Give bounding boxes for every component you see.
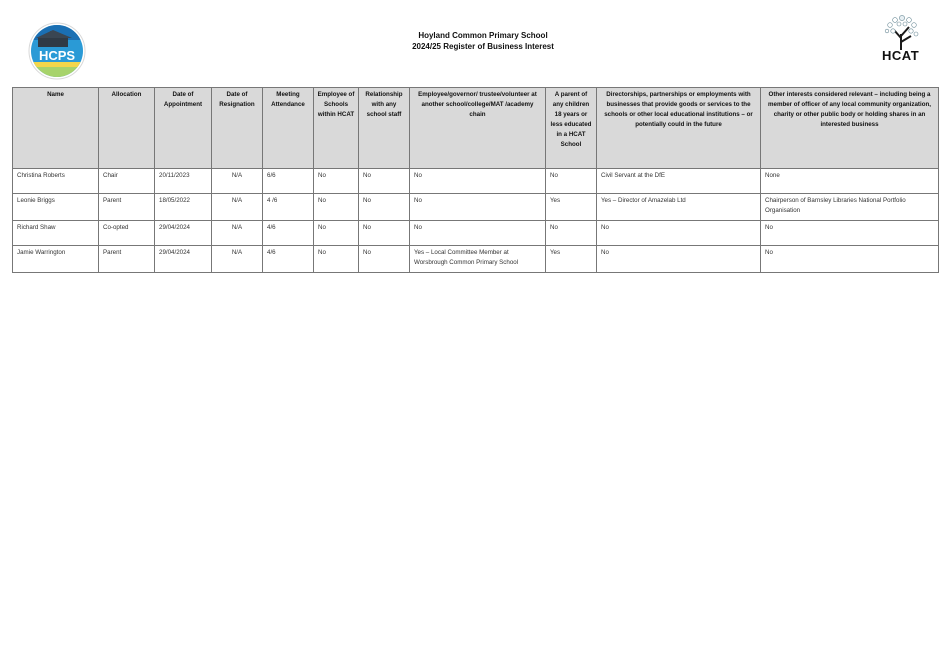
column-header-employee-of-schools: Employee of Schools within HCAT <box>314 88 359 169</box>
cell-other-school-roles: No <box>410 169 546 194</box>
column-header-relationship-with-staff: Relationship with any school staff <box>359 88 410 169</box>
cell-date-of-resignation: N/A <box>212 221 263 246</box>
cell-allocation: Parent <box>99 194 155 221</box>
cell-relationship-with-staff: No <box>359 246 410 273</box>
business-interest-table <box>12 87 939 273</box>
cell-date-of-resignation: N/A <box>212 169 263 194</box>
cell-directorships: No <box>597 246 761 273</box>
cell-name: Leonie Briggs <box>13 194 99 221</box>
table-row <box>13 169 939 194</box>
column-header-name: Name <box>13 88 99 169</box>
cell-relationship-with-staff: No <box>359 169 410 194</box>
cell-parent-of-children: No <box>546 169 597 194</box>
column-header-other-school-roles: Employee/governor/ trustee/volunteer at another school/college/MAT /academy chain <box>410 88 546 169</box>
cell-other-interests: None <box>761 169 939 194</box>
hcps-logo-graphic <box>28 22 86 80</box>
cell-parent-of-children: Yes <box>546 246 597 273</box>
cell-allocation: Chair <box>99 169 155 194</box>
register-title: 2024/25 Register of Business Interest <box>412 42 554 51</box>
school-name: Hoyland Common Primary School <box>418 31 548 40</box>
cell-name: Christina Roberts <box>13 169 99 194</box>
table-row <box>13 246 939 273</box>
hcps-logo-text: HCPS <box>38 48 76 63</box>
cell-allocation: Co-opted <box>99 221 155 246</box>
column-header-parent-of-children: A parent of any children 18 years or less educated in a HCAT School <box>546 88 597 169</box>
cell-directorships: Civil Servant at the DfE <box>597 169 761 194</box>
cell-other-interests: No <box>761 221 939 246</box>
table-row <box>13 221 939 246</box>
cell-other-school-roles: No <box>410 194 546 221</box>
cell-other-interests: Chairperson of Barnsley Libraries National Portfolio Organisation <box>761 194 939 221</box>
cell-relationship-with-staff: No <box>359 221 410 246</box>
cell-date-of-appointment: 20/11/2023 <box>155 169 212 194</box>
cell-employee-of-schools: No <box>314 221 359 246</box>
cell-relationship-with-staff: No <box>359 194 410 221</box>
cell-parent-of-children: Yes <box>546 194 597 221</box>
column-header-date-of-appointment: Date of Appointment <box>155 88 212 169</box>
cell-employee-of-schools: No <box>314 169 359 194</box>
cell-meeting-attendance: 4/6 <box>263 246 314 273</box>
cell-date-of-appointment: 29/04/2024 <box>155 221 212 246</box>
cell-date-of-appointment: 18/05/2022 <box>155 194 212 221</box>
table-row <box>13 194 939 221</box>
column-header-allocation: Allocation <box>99 88 155 169</box>
cell-date-of-resignation: N/A <box>212 246 263 273</box>
cell-directorships: No <box>597 221 761 246</box>
cell-meeting-attendance: 4 /6 <box>263 194 314 221</box>
column-header-meeting-attendance: Meeting Attendance <box>263 88 314 169</box>
cell-other-school-roles: No <box>410 221 546 246</box>
cell-parent-of-children: No <box>546 221 597 246</box>
cell-date-of-appointment: 29/04/2024 <box>155 246 212 273</box>
document-title <box>300 30 666 52</box>
cell-directorships: Yes – Director of Amazelab Ltd <box>597 194 761 221</box>
cell-meeting-attendance: 4/6 <box>263 221 314 246</box>
column-header-directorships: Directorships, partnerships or employments with businesses that provide goods or services to the schools or other local educational institutions – or potentially could in the future <box>597 88 761 169</box>
cell-allocation: Parent <box>99 246 155 273</box>
table-header-row <box>13 88 939 169</box>
cell-name: Richard Shaw <box>13 221 99 246</box>
hcat-logo-text: HCAT <box>882 48 920 63</box>
cell-name: Jamie Warrington <box>13 246 99 273</box>
cell-other-school-roles: Yes – Local Committee Member at Worsbrough Common Primary School <box>410 246 546 273</box>
cell-employee-of-schools: No <box>314 246 359 273</box>
column-header-other-interests: Other interests considered relevant – including being a member of officer of any local community organization, charity or other public body or holding shares in an interested business <box>761 88 939 169</box>
cell-other-interests: No <box>761 246 939 273</box>
cell-meeting-attendance: 6/6 <box>263 169 314 194</box>
cell-employee-of-schools: No <box>314 194 359 221</box>
cell-date-of-resignation: N/A <box>212 194 263 221</box>
tree-icon <box>880 12 924 52</box>
column-header-date-of-resignation: Date of Resignation <box>212 88 263 169</box>
hcps-logo <box>28 22 86 80</box>
